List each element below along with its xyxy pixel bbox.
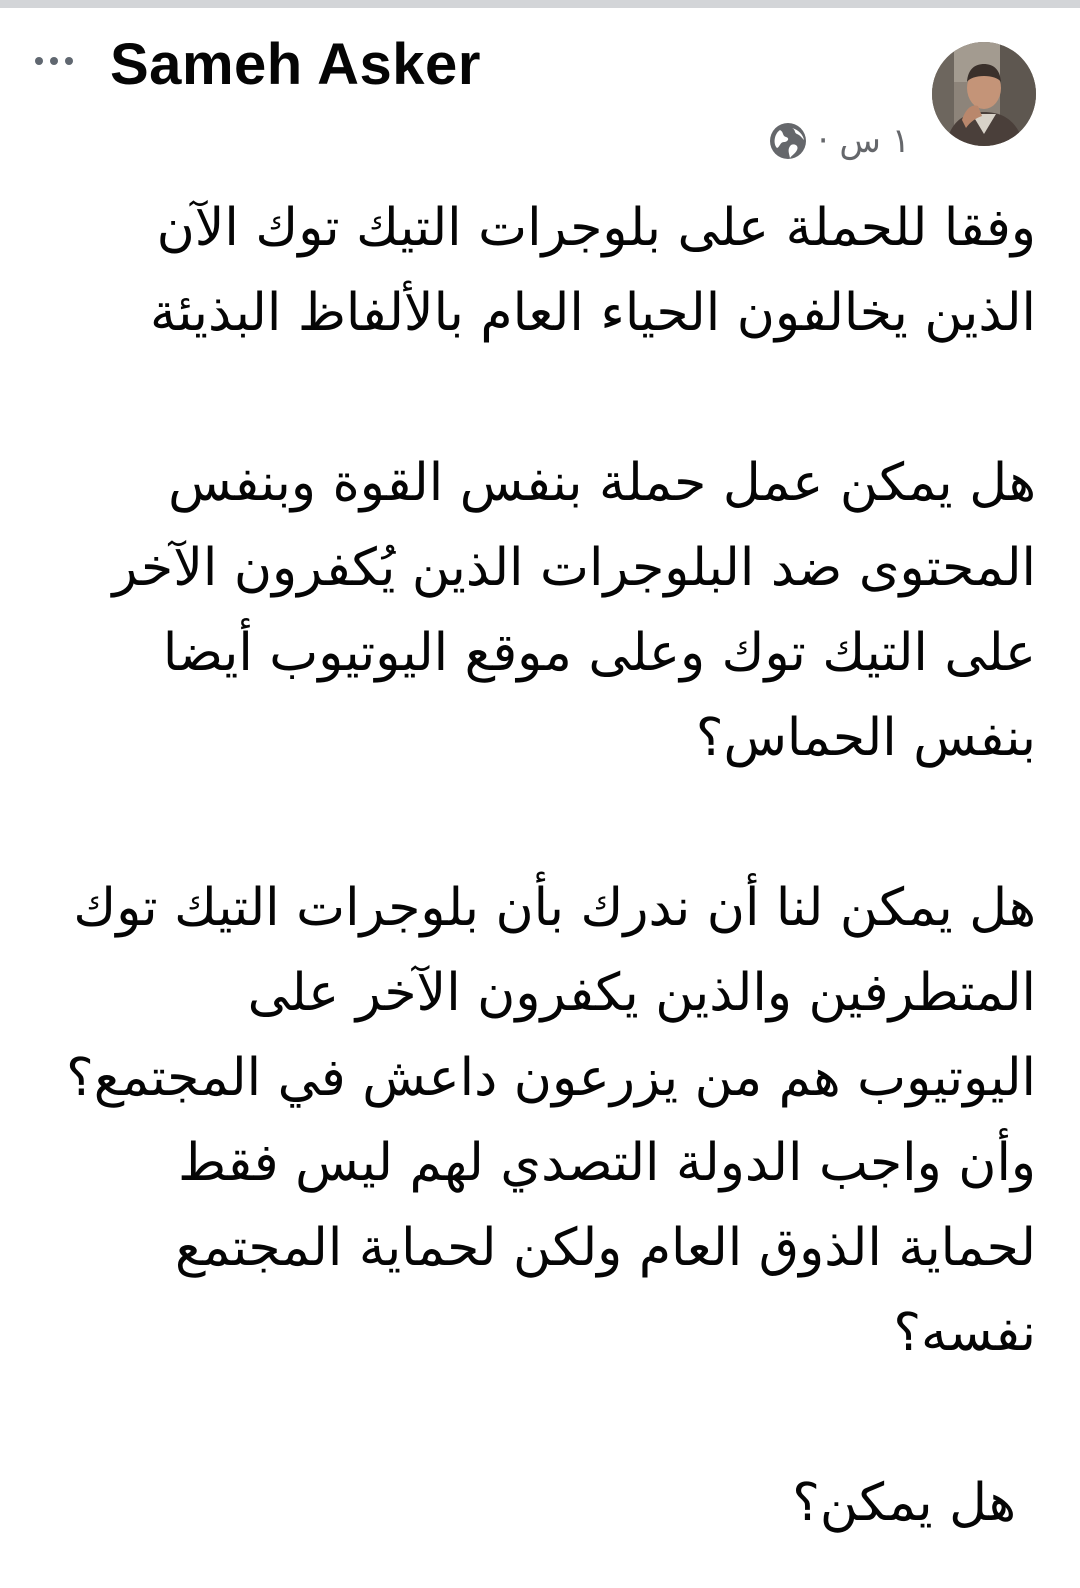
avatar-photo [932,42,1036,146]
top-divider [0,0,1080,8]
more-horizontal-icon-dot [50,57,58,65]
text-line: نفسه؟ [893,1303,1036,1363]
text-line: لحماية الذوق العام ولكن لحماية المجتمع [174,1218,1036,1278]
paragraph-4 [46,1461,1036,1546]
text-line: الذين يخالفون الحياء العام بالألفاظ البذيئة [149,283,1036,343]
more-horizontal-icon [35,57,43,65]
post-meta [768,116,910,166]
paragraph-1 [46,186,1036,356]
author-name[interactable]: Sameh Asker [110,32,481,97]
text-line: هل يمكن لنا أن ندرك بأن بلوجرات التيك توك [73,878,1036,938]
more-options-button[interactable] [24,46,84,76]
text-line: اليوتيوب هم من يزرعون داعش في المجتمع؟ [66,1048,1036,1108]
author-avatar[interactable] [932,42,1036,146]
text-line: وأن واجب الدولة التصدي لهم ليس فقط [178,1133,1036,1193]
more-horizontal-icon-dot [65,57,73,65]
text-line: هل يمكن؟ [792,1473,1016,1533]
text-line: وفقا للحملة على بلوجرات التيك توك الآن [156,198,1036,258]
globe-icon [768,121,808,161]
text-line: المتطرفين والذين يكفرون الآخر على [247,963,1036,1023]
paragraph-2 [46,441,1036,781]
paragraph-3 [46,866,1036,1376]
text-line: بنفس الحماس؟ [695,708,1036,768]
post-header [0,8,1080,168]
post-text [46,186,1036,1546]
text-line: على التيك توك وعلى موقع اليوتيوب أيضا [162,623,1036,683]
text-line: المحتوى ضد البلوجرات الذين يُكفرون الآخر [112,538,1036,598]
post-timestamp[interactable]: ١ س · [817,121,910,161]
text-line: هل يمكن عمل حملة بنفس القوة وبنفس [168,453,1036,513]
